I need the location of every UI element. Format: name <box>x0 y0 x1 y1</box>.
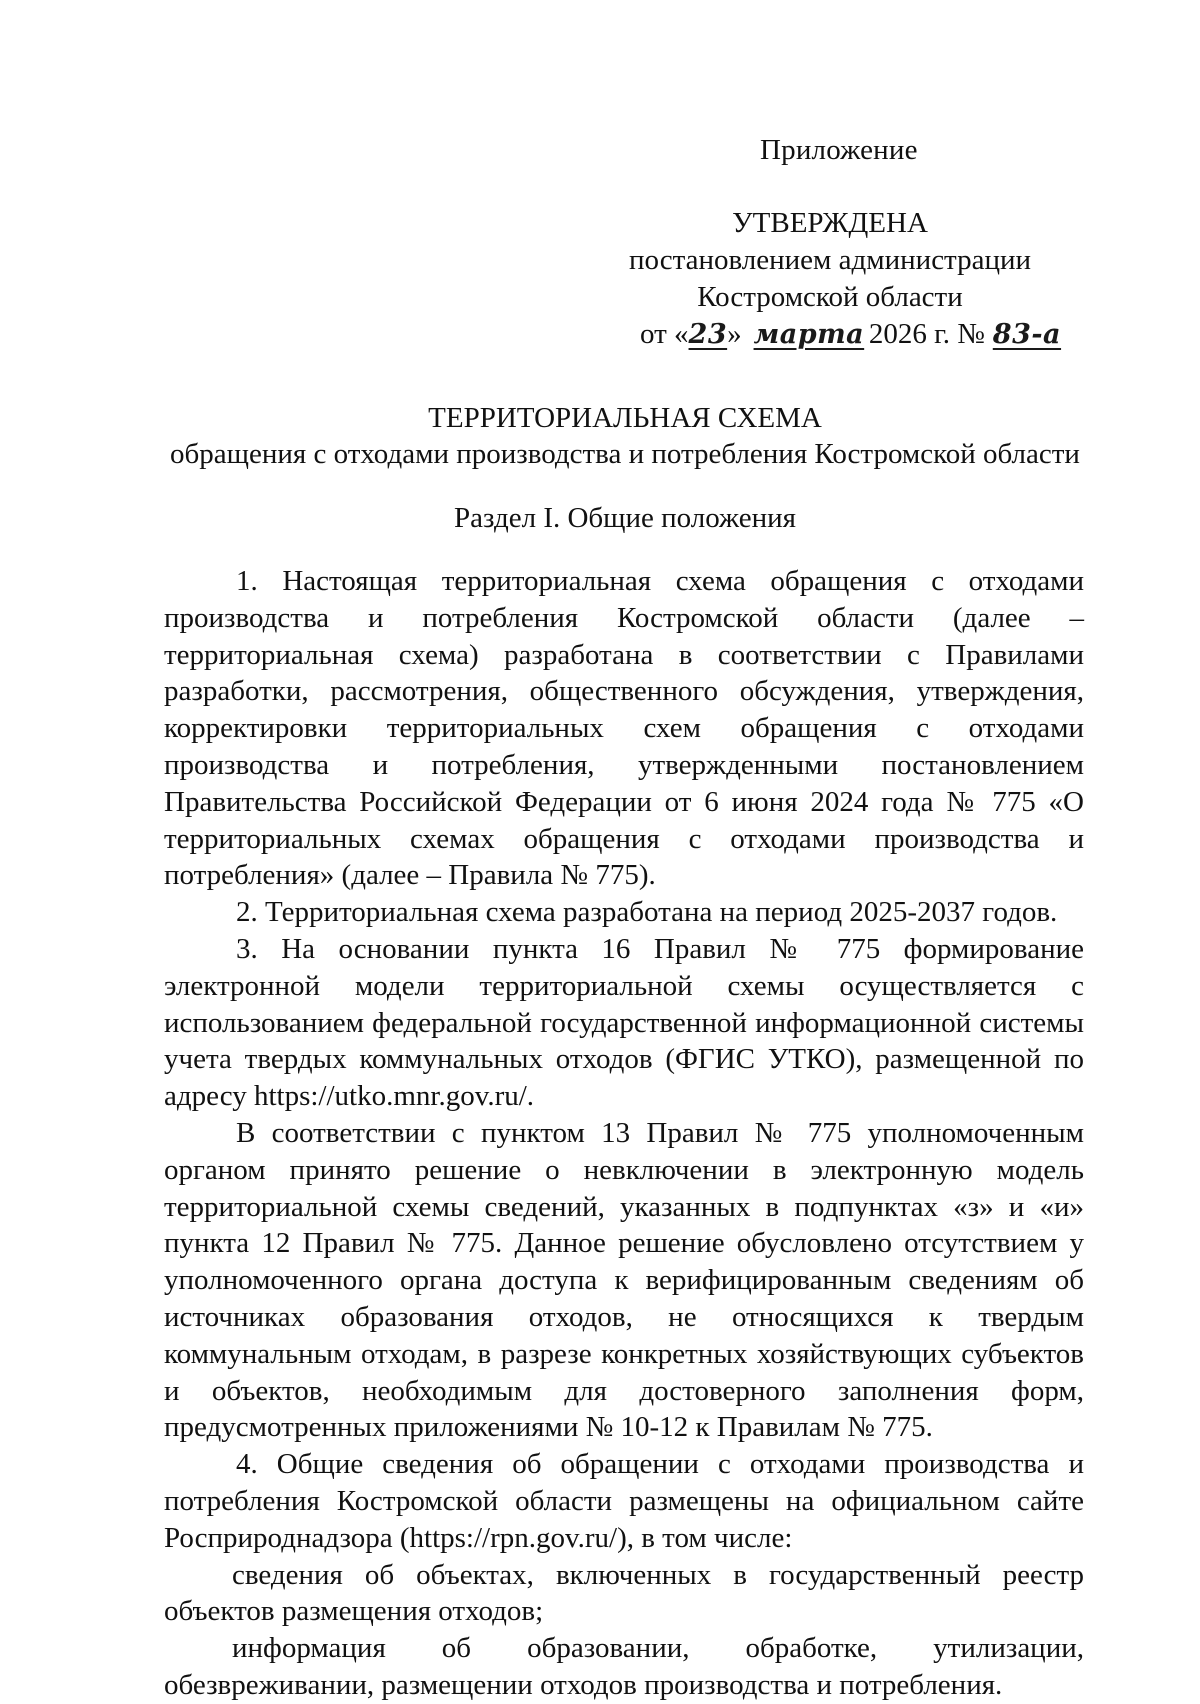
handwritten-month: марта <box>753 319 865 350</box>
title-line-2: обращения с отходами производства и потребления Костромской области <box>170 438 1080 470</box>
paragraph-3: 3. На основании пункта 16 Правил № 775 формирование электронной модели территориальной схемы осуществляется с использованием федеральной государственной информационной системы учета твердых коммунальных отходов (ФГИС УТКО), размещенной по адресу https://utko.mnr.gov.ru/. <box>164 932 1084 1113</box>
title-line-1: ТЕРРИТОРИАЛЬНАЯ СХЕМА <box>428 402 822 434</box>
date-year: 2026 г. № <box>868 318 985 350</box>
section-heading: Раздел I. Общие положения <box>454 502 796 534</box>
approved-by-line-1: постановлением администрации <box>628 244 1032 276</box>
handwritten-day: 23 <box>688 319 728 350</box>
document-title <box>160 400 1090 472</box>
approval-date-line <box>600 316 1060 353</box>
list-item-2: информация об образовании, обработке, утилизации, обезвреживании, размещении отходов производства и потребления. <box>164 1632 1084 1701</box>
paragraph-3-continued: В соответствии с пунктом 13 Правил № 775 уполномоченным органом принято решение о невключении в электронную модель территориальной схемы сведений, указанных в подпунктах «з» и «и» пункта 12 Правил № 775. Данное решение обусловлено отсутствием у уполномоченного органа доступа к верифицированным сведениям об источниках образования отходов, не относящихся к твердым коммунальным отходам, в разрезе конкретных хозяйствующих субъектов и объектов, необходимым для достоверного заполнения форм, предусмотренных приложениями № 10-12 к Правилам № 775. <box>164 1116 1084 1444</box>
date-mid: » <box>727 318 742 350</box>
approved-word: УТВЕРЖДЕНА <box>732 207 928 239</box>
handwritten-doc-number: 83-а <box>992 319 1062 350</box>
document-body <box>164 563 1084 1704</box>
list-item-1: сведения об объектах, включенных в государственный реестр объектов размещения отходов; <box>164 1558 1084 1628</box>
paragraph-2: 2. Территориальная схема разработана на период 2025-2037 годов. <box>236 896 1058 929</box>
date-prefix: от « <box>640 318 689 350</box>
paragraph-4: 4. Общие сведения об обращении с отходами производства и потребления Костромской области размещены на официальном сайте Росприроднадзора (https://rpn.gov.ru/), в том числе: <box>164 1448 1084 1554</box>
approval-stamp-block <box>600 205 1060 353</box>
approved-by-line-2: Костромской области <box>697 281 963 313</box>
paragraph-1: 1. Настоящая территориальная схема обращения с отходами производства и потребления Костромской области (далее – территориальная схема) разработана в соответствии с Правилами разработки, рассмотрения, общественного обсуждения, утверждения, корректировки территориальных схем обращения с отходами производства и потребления, утвержденными постановлением Правительства Российской Федерации от 6 июня 2024 года № 775 «О территориальных схемах обращения с отходами производства и потребления» (далее – Правила № 775). <box>164 565 1084 892</box>
appendix-label: Приложение <box>760 134 918 166</box>
